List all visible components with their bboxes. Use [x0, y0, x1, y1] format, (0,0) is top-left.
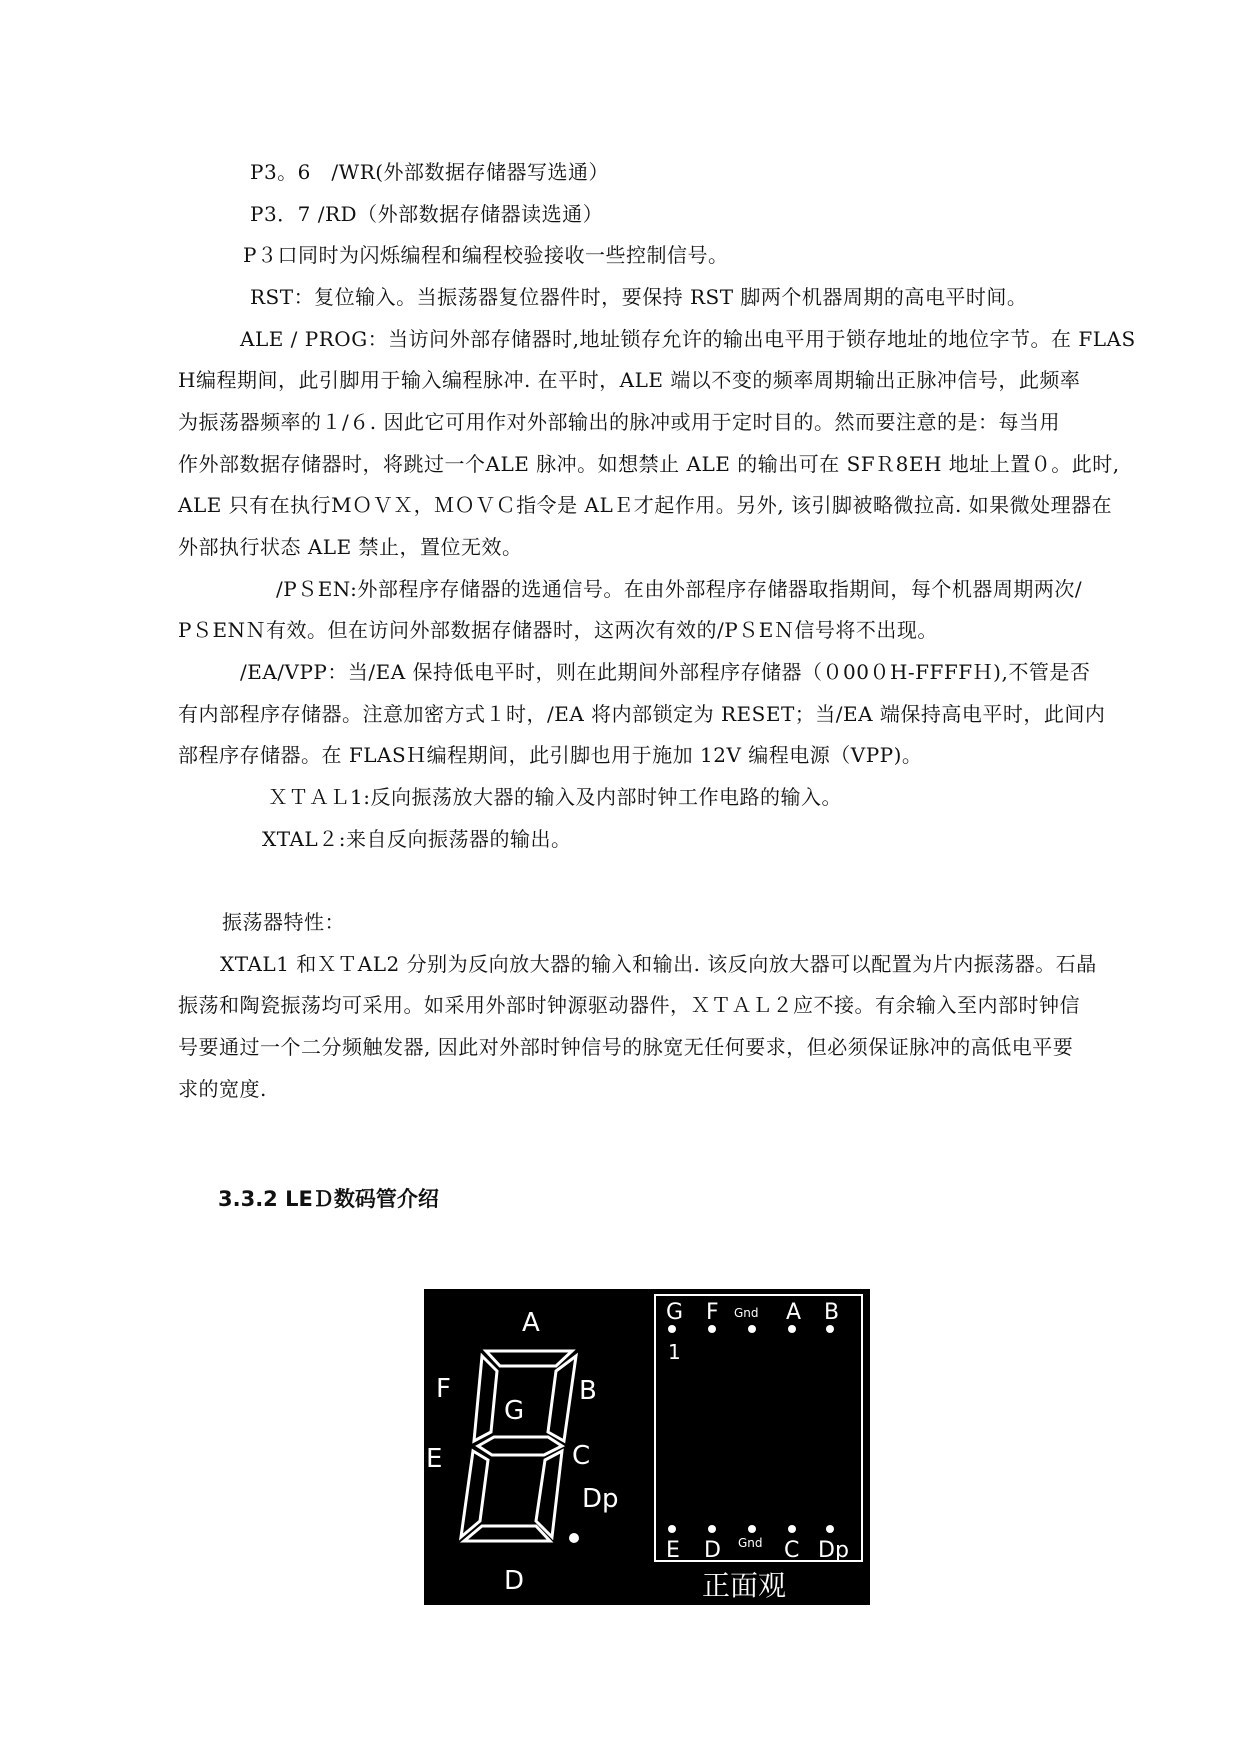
segment-d: [464, 1526, 550, 1541]
pin-dot: [826, 1525, 834, 1533]
segment-f: [474, 1356, 497, 1441]
decimal-point-dot: [569, 1533, 579, 1543]
text-line: PＳENＮ有效。但在访问外部数据存储器时，这两次有效的/PＳEＮ信号将不出现。: [178, 618, 938, 642]
text-line: H编程期间，此引脚用于输入编程脉冲. 在平时，ALE 端以不变的频率周期输出正脉冲信号，此频率: [178, 368, 1081, 392]
text-line: XTAL1 和ＸＴAL2 分别为反向放大器的输入和输出. 该反向放大器可以配置为片内振荡器。石晶: [220, 952, 1097, 976]
label-f: F: [436, 1374, 451, 1404]
text-line: ALE / PROG：当访问外部存储器时,地址锁存允许的输出电平用于锁存地址的地位字节。在 FLAS: [240, 327, 1136, 351]
pin-dot: [748, 1525, 756, 1533]
pin-dot: [748, 1325, 756, 1333]
text-line: XTAL２:来自反向振荡器的输出。: [262, 827, 572, 851]
label-e: E: [426, 1444, 443, 1474]
pin-label-e: E: [666, 1538, 680, 1563]
package-outline: [655, 1295, 862, 1561]
pin-one-label: 1: [668, 1340, 681, 1364]
top-pin-row: [666, 1300, 839, 1364]
text-line: 作外部数据存储器时，将跳过一个ALE 脉冲。如想禁止 ALE 的输出可在 SFＲ8EH 地址上置０。此时,: [178, 452, 1120, 476]
label-g: G: [504, 1396, 525, 1426]
figure-caption: 正面观: [702, 1569, 787, 1602]
pin-label-c: C: [784, 1538, 800, 1563]
segment-a: [486, 1351, 572, 1366]
section-label: 振荡器特性：: [222, 910, 345, 934]
text-line: ＸＴＡＬ1:反向振荡放大器的输入及内部时钟工作电路的输入。: [268, 785, 842, 809]
segment-b: [548, 1356, 576, 1441]
text-line: 为振荡器频率的１/６. 因此它可用作对外部输出的脉冲或用于定时目的。然而要注意的是：每当用: [178, 410, 1060, 434]
text-line: RST：复位输入。当振荡器复位器件时，要保持 RST 脚两个机器周期的高电平时间。: [250, 285, 1028, 309]
pin-dot: [708, 1525, 716, 1533]
pin-dot: [826, 1325, 834, 1333]
pin-label-gnd-bottom: Gnd: [738, 1536, 763, 1550]
text-line: 外部执行状态 ALE 禁止，置位无效。: [178, 535, 523, 559]
led-display-figure: [424, 1289, 870, 1605]
text-line: 号要通过一个二分频触发器, 因此对外部时钟信号的脉宽无任何要求，但必须保证脉冲的高低电平要: [178, 1035, 1074, 1059]
segment-e: [461, 1451, 488, 1537]
led-diagram: [424, 1289, 870, 1605]
pin-label-dp: Dp: [818, 1538, 849, 1563]
label-c: C: [572, 1441, 591, 1471]
text-line: P３口同时为闪烁编程和编程校验接收一些控制信号。: [243, 243, 729, 267]
label-d: D: [504, 1566, 525, 1596]
text-line: /PＳEN:外部程序存储器的选通信号。在由外部程序存储器取指期间，每个机器周期两次/: [276, 577, 1083, 601]
pin-dot: [788, 1325, 796, 1333]
pin-dot: [668, 1525, 676, 1533]
text-line: 振荡和陶瓷振荡均可采用。如采用外部时钟源驱动器件，ＸＴＡＬ２应不接。有余输入至内部时钟信: [178, 993, 1080, 1017]
section-heading: 3.3.2 LEＤ数码管介绍: [218, 1187, 439, 1211]
text-line: P3．7 /RD（外部数据存储器读选通）: [250, 202, 604, 226]
text-line: 部程序存储器。在 FLASＨ编程期间，此引脚也用于施加 12V 编程电源（VPP)。: [178, 743, 923, 767]
label-dp: Dp: [582, 1484, 619, 1514]
segment-c: [536, 1451, 562, 1537]
label-a: A: [522, 1308, 540, 1338]
pin-label-g: G: [666, 1300, 684, 1325]
segment-g: [478, 1437, 562, 1455]
pin-label-a: A: [786, 1300, 802, 1325]
text-line: ALE 只有在执行MＯＶＸ，ＭＯＶＣ指令是 ALＥ才起作用。另外, 该引脚被略微拉高. 如果微处理器在: [178, 493, 1113, 517]
pin-dot: [708, 1325, 716, 1333]
pin-label-gnd-top: Gnd: [734, 1306, 759, 1320]
pin-label-f: F: [706, 1300, 719, 1325]
pin-label-b: B: [824, 1300, 840, 1325]
label-b: B: [579, 1376, 597, 1406]
bottom-pin-row: [666, 1525, 849, 1563]
seven-segment-digit: [461, 1351, 576, 1541]
text-line: 有内部程序存储器。注意加密方式１时，/EA 将内部锁定为 RESET；当/EA 端保持高电平时，此间内: [178, 702, 1106, 726]
text-line: /EA/VPP：当/EA 保持低电平时，则在此期间外部程序存储器（０00０H-FFFFＨ),不管是否: [240, 660, 1091, 684]
pin-dot: [788, 1525, 796, 1533]
text-line: P3。6 /WR(外部数据存储器写选通）: [250, 160, 610, 184]
pin-label-d: D: [704, 1538, 721, 1563]
text-line: 求的宽度.: [178, 1077, 267, 1101]
pin-dot: [668, 1325, 676, 1333]
